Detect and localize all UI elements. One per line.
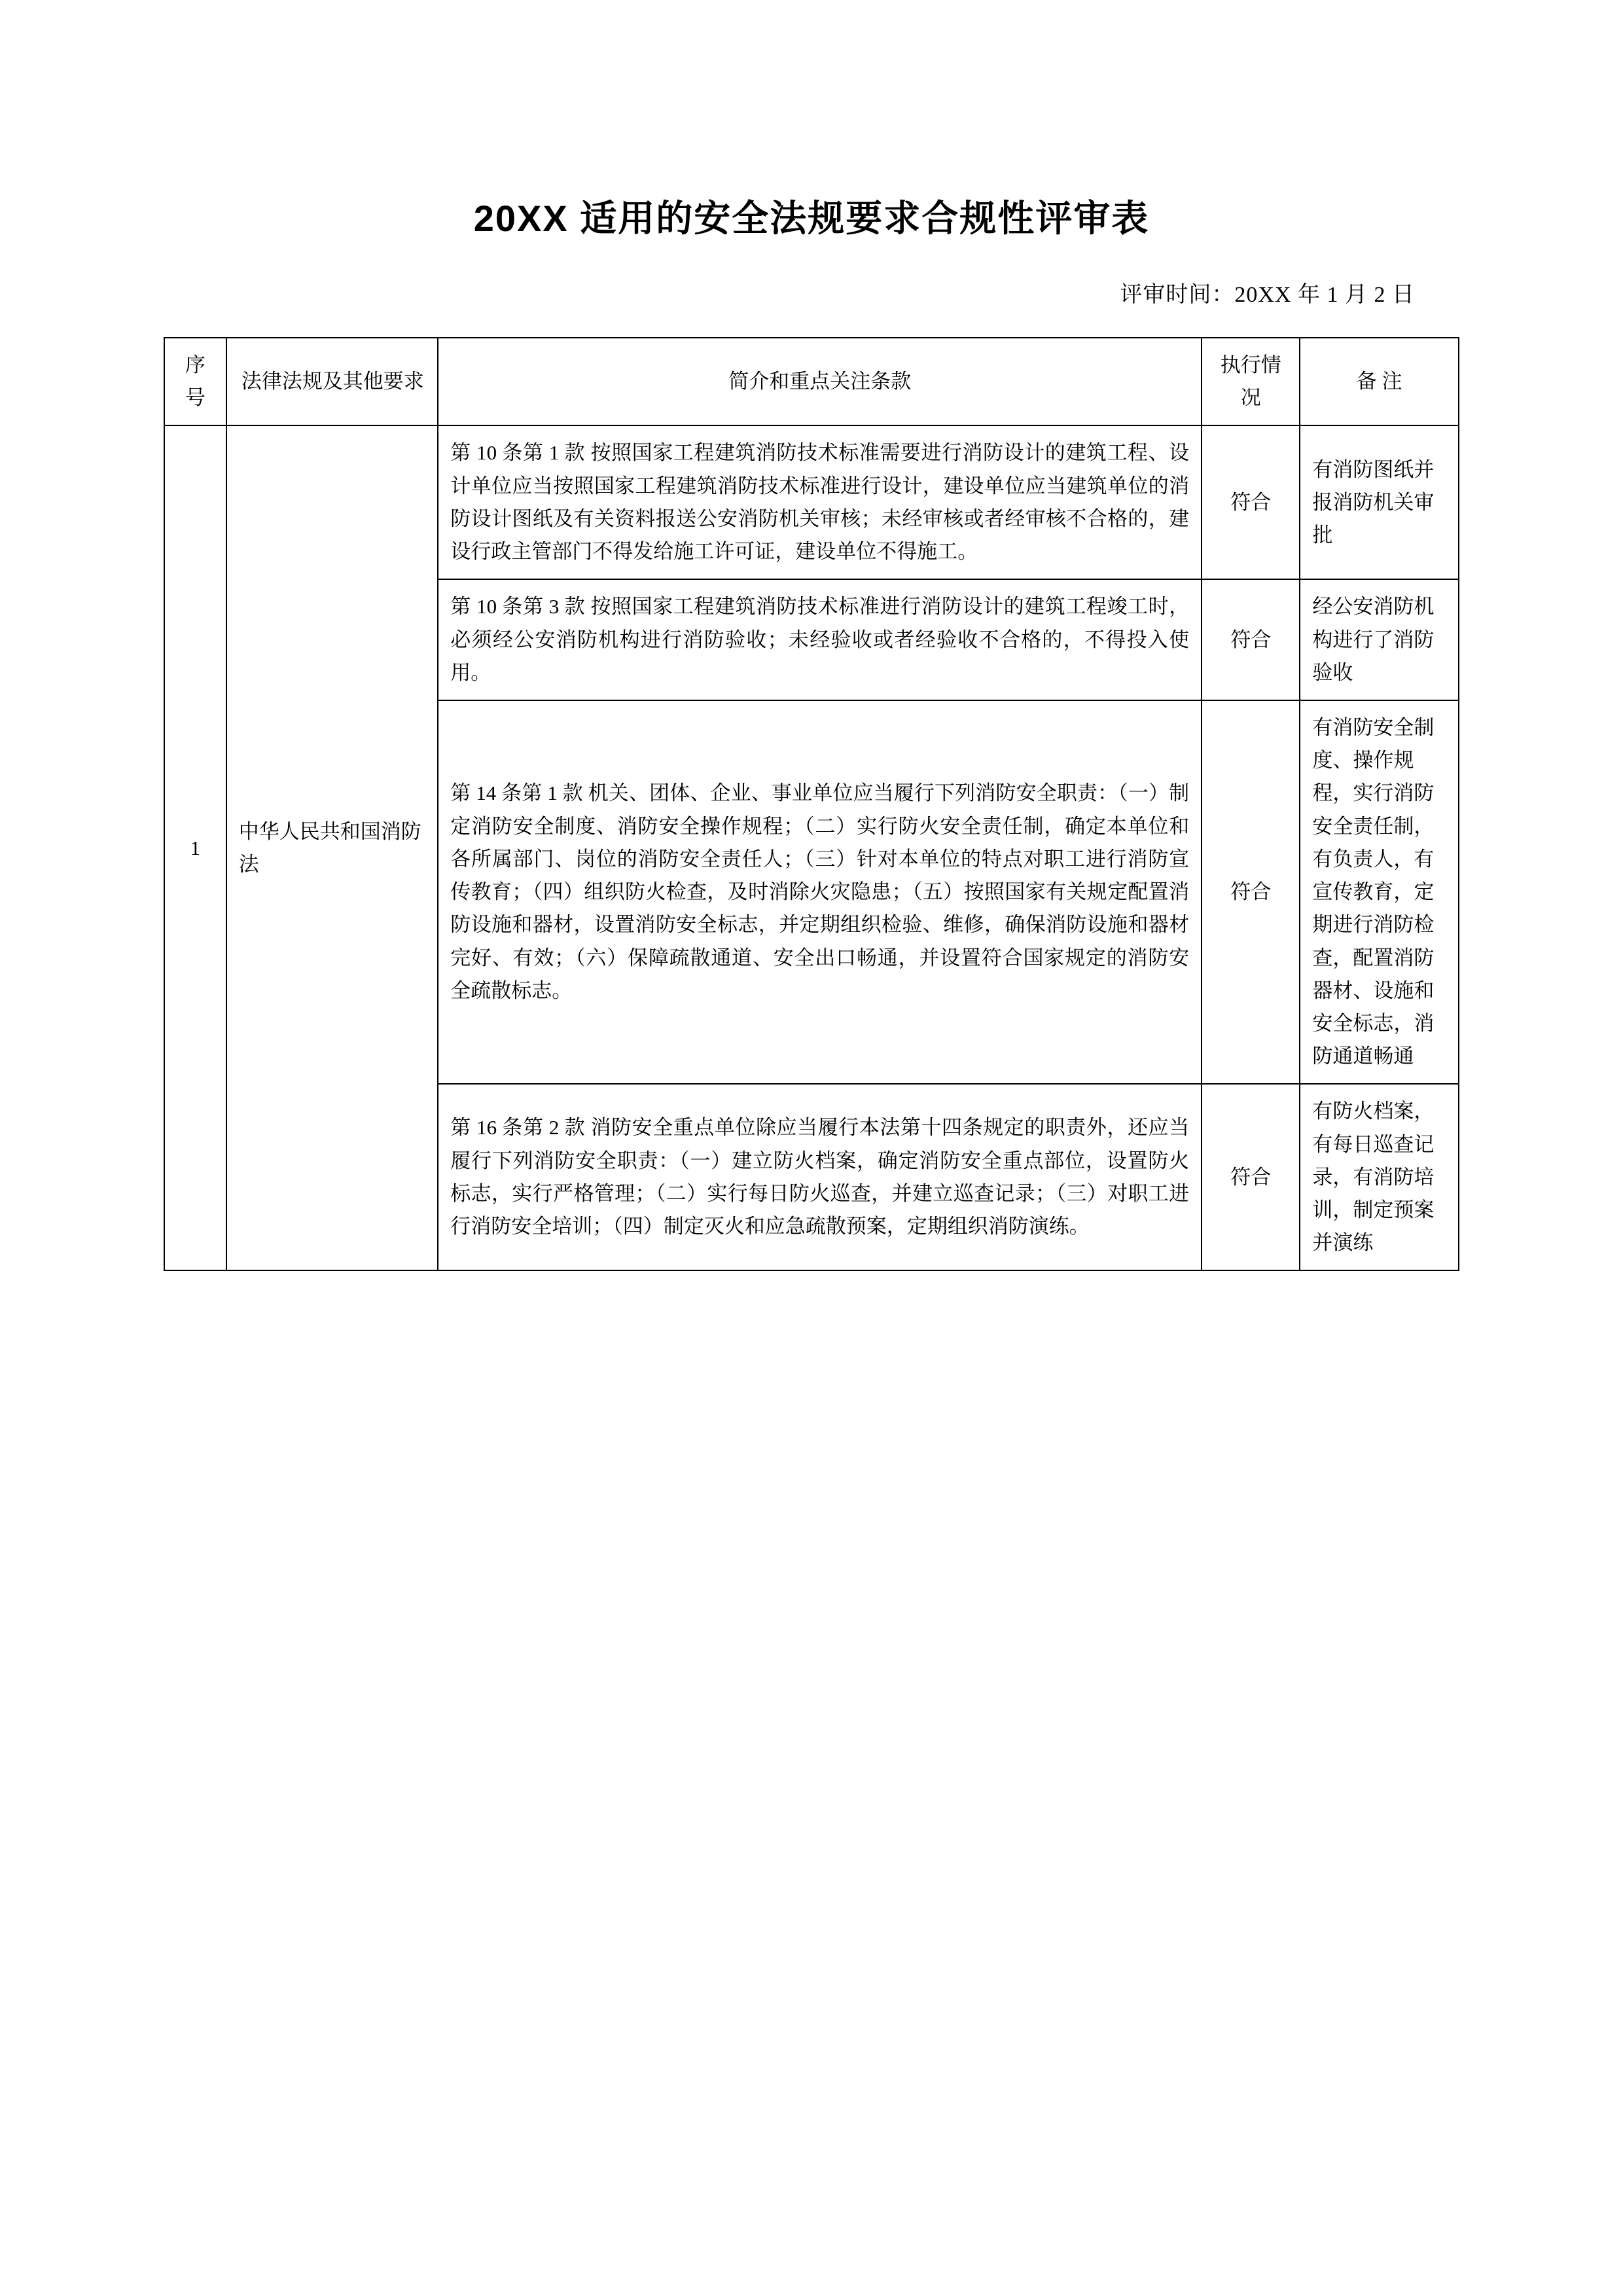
remark-cell: 有防火档案，有每日巡查记录，有消防培训，制定预案并演练 <box>1300 1084 1459 1270</box>
column-header-desc: 简介和重点关注条款 <box>438 338 1202 425</box>
status-cell: 符合 <box>1202 425 1300 579</box>
status-cell: 符合 <box>1202 700 1300 1084</box>
table-header-row <box>164 338 1459 425</box>
law-name-cell: 中华人民共和国消防法 <box>226 425 438 1270</box>
status-cell: 符合 <box>1202 579 1300 700</box>
row-number-cell: 1 <box>164 425 226 1270</box>
compliance-review-table <box>164 337 1459 1271</box>
remark-cell: 有消防安全制度、操作规程，实行消防安全责任制，有负责人，有宣传教育，定期进行消防检查，配置消防器材、设施和安全标志，消防通道畅通 <box>1300 700 1459 1084</box>
column-header-law: 法律法规及其他要求 <box>226 338 438 425</box>
column-header-remark: 备 注 <box>1300 338 1459 425</box>
remark-cell: 有消防图纸并报消防机关审批 <box>1300 425 1459 579</box>
table-row <box>164 425 1459 579</box>
column-header-status: 执行情况 <box>1202 338 1300 425</box>
clause-description-cell: 第 14 条第 1 款 机关、团体、企业、事业单位应当履行下列消防安全职责：（一）制定消防安全制度、消防安全操作规程；（二）实行防火安全责任制，确定本单位和各所属部门、岗位的消防安全责任人；（三）针对本单位的特点对职工进行消防宣传教育；（四）组织防火检查，及时消除火灾隐患；（五）按照国家有关规定配置消防设施和器材，设置消防安全标志，并定期组织检验、维修，确保消防设施和器材完好、有效；（六）保障疏散通道、安全出口畅通，并设置符合国家规定的消防安全疏散标志。 <box>438 700 1202 1084</box>
review-date: 评审时间：20XX 年 1 月 2 日 <box>1120 283 1415 307</box>
page-title: 20XX 适用的安全法规要求合规性评审表 <box>473 198 1150 239</box>
remark-cell: 经公安消防机构进行了消防验收 <box>1300 579 1459 700</box>
clause-description-cell: 第 10 条第 1 款 按照国家工程建筑消防技术标准需要进行消防设计的建筑工程、设计单位应当按照国家工程建筑消防技术标准进行设计，建设单位应当建筑单位的消防设计图纸及有关资料报送公安消防机关审核；未经审核或者经审核不合格的，建设行政主管部门不得发给施工许可证，建设单位不得施工。 <box>438 425 1202 579</box>
clause-description-cell: 第 16 条第 2 款 消防安全重点单位除应当履行本法第十四条规定的职责外，还应当履行下列消防安全职责：（一）建立防火档案，确定消防安全重点部位，设置防火标志，实行严格管理；（二）实行每日防火巡查，并建立巡查记录；（三）对职工进行消防安全培训；（四）制定灭火和应急疏散预案，定期组织消防演练。 <box>438 1084 1202 1270</box>
status-cell: 符合 <box>1202 1084 1300 1270</box>
clause-description-cell: 第 10 条第 3 款 按照国家工程建筑消防技术标准进行消防设计的建筑工程竣工时，必须经公安消防机构进行消防验收；未经验收或者经验收不合格的，不得投入使用。 <box>438 579 1202 700</box>
column-header-no: 序号 <box>164 338 226 425</box>
